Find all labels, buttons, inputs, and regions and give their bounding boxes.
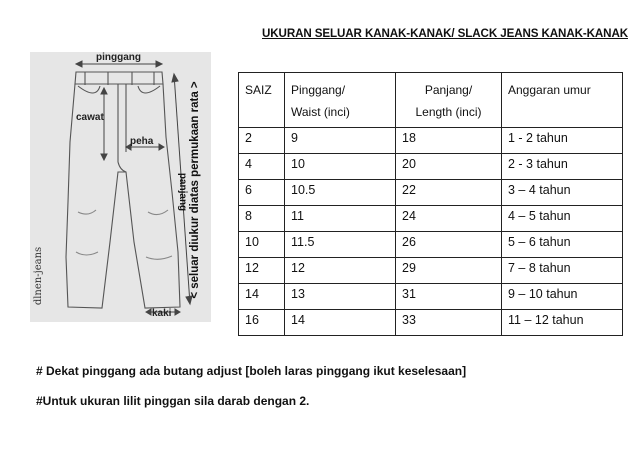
table-row [239,232,623,258]
header-length: Panjang/ Length (inci) [396,73,502,128]
cell-waist: 12 [285,258,396,284]
cell-age: 4 – 5 tahun [502,206,623,232]
cell-size: 6 [239,180,285,206]
cell-length: 31 [396,284,502,310]
page-title: UKURAN SELUAR KANAK-KANAK/ SLACK JEANS KANAK-KANAK [262,27,628,40]
cell-waist: 14 [285,310,396,336]
cell-age: 2 - 3 tahun [502,154,623,180]
table-row [239,258,623,284]
cell-size: 12 [239,258,285,284]
size-chart-table [238,72,623,336]
cell-size: 10 [239,232,285,258]
cell-waist: 10.5 [285,180,396,206]
cell-waist: 9 [285,128,396,154]
cell-length: 29 [396,258,502,284]
hem-label: kaki [152,308,172,319]
measurement-note-side: < seluar diukur diatas permukaan rata > [189,81,201,299]
cell-size: 4 [239,154,285,180]
cell-age: 7 – 8 tahun [502,258,623,284]
thigh-label: peha [130,136,154,147]
cell-length: 33 [396,310,502,336]
cell-age: 11 – 12 tahun [502,310,623,336]
waist-label: pinggang [96,52,141,63]
cell-age: 3 – 4 tahun [502,180,623,206]
table-row [239,180,623,206]
cell-age: 9 – 10 tahun [502,284,623,310]
table-header-row [239,73,623,128]
cell-length: 22 [396,180,502,206]
cell-waist: 11 [285,206,396,232]
cell-size: 2 [239,128,285,154]
cell-waist: 10 [285,154,396,180]
length-label: panjang [177,172,188,212]
rise-label: cawat [76,112,104,123]
cell-age: 5 – 6 tahun [502,232,623,258]
cell-length: 24 [396,206,502,232]
cell-length: 20 [396,154,502,180]
table-row [239,284,623,310]
table-row [239,154,623,180]
note-adjustable-waist: # Dekat pinggang ada butang adjust [boleh laras pinggang ikut keselesaan] [36,364,467,378]
cell-length: 26 [396,232,502,258]
table-row [239,310,623,336]
cell-waist: 13 [285,284,396,310]
cell-size: 14 [239,284,285,310]
cell-waist: 11.5 [285,232,396,258]
brand-watermark: dlnen-jeans [33,246,44,306]
cell-length: 18 [396,128,502,154]
table-row [239,206,623,232]
cell-age: 1 - 2 tahun [502,128,623,154]
table-row [239,128,623,154]
cell-size: 8 [239,206,285,232]
header-size: SAIZ [239,73,285,128]
header-age: Anggaran umur [502,73,623,128]
header-waist: Pinggang/ Waist (inci) [285,73,396,128]
note-waist-circumference: #Untuk ukuran lilit pinggan sila darab dengan 2. [36,394,310,408]
cell-size: 16 [239,310,285,336]
